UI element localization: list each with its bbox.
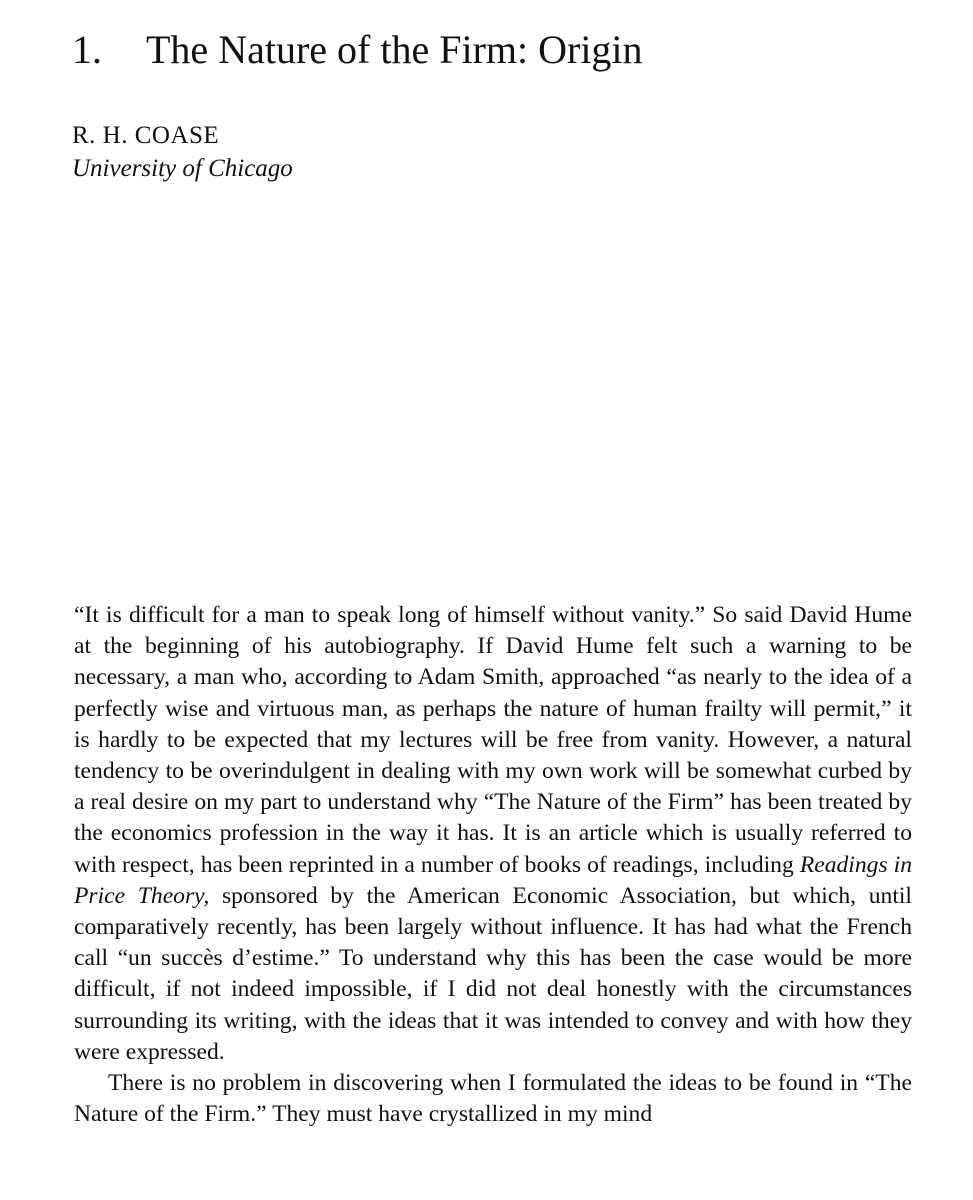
author-affiliation: University of Chicago — [72, 155, 293, 182]
body-text — [74, 600, 912, 1130]
paragraph-2: There is no problem in discovering when I formulated the ideas to be found in “The Nature of the Firm.” They must have crystallized in my mind — [74, 1070, 912, 1128]
author-name: R. H. COASE — [72, 122, 220, 149]
book-title-italic: Readings in Price Theory, — [74, 851, 913, 909]
chapter-heading — [72, 24, 643, 76]
chapter-number: 1. — [72, 27, 102, 72]
chapter-title: The Nature of the Firm: Origin — [146, 27, 643, 72]
paragraph-1 — [74, 600, 912, 1068]
paragraph-1-text-b: sponsored by the American Economic Association, but which, until comparatively recently, has been largely without influence. It has had what the French call “un succès d’estime.” To understand why this has been the case would be more difficult, if not indeed impossible, if I did not deal honestly with the circumstances surrounding its writing, with the ideas that it was intended to convey and with how they were expressed. — [74, 882, 912, 1065]
paragraph-1-text-a: “It is difficult for a man to speak long of himself without vanity.” So said David Hume at the beginning of his autobiography. If David Hume felt such a warning to be necessary, a man who, according to Adam Smith, approached “as nearly to the idea of a perfectly wise and virtuous man, as perhaps the nature of human frailty will permit,” it is hardly to be expected that my lectures will be free from vanity. However, a natural tendency to be overindulgent in dealing with my own work will be somewhat curbed by a real desire on my part to understand why “The Nature of the Firm” has been treated by the economics profession in the way it has. It is an article which is usually referred to with respect, has been reprinted in a number of books of readings, including — [74, 602, 912, 878]
